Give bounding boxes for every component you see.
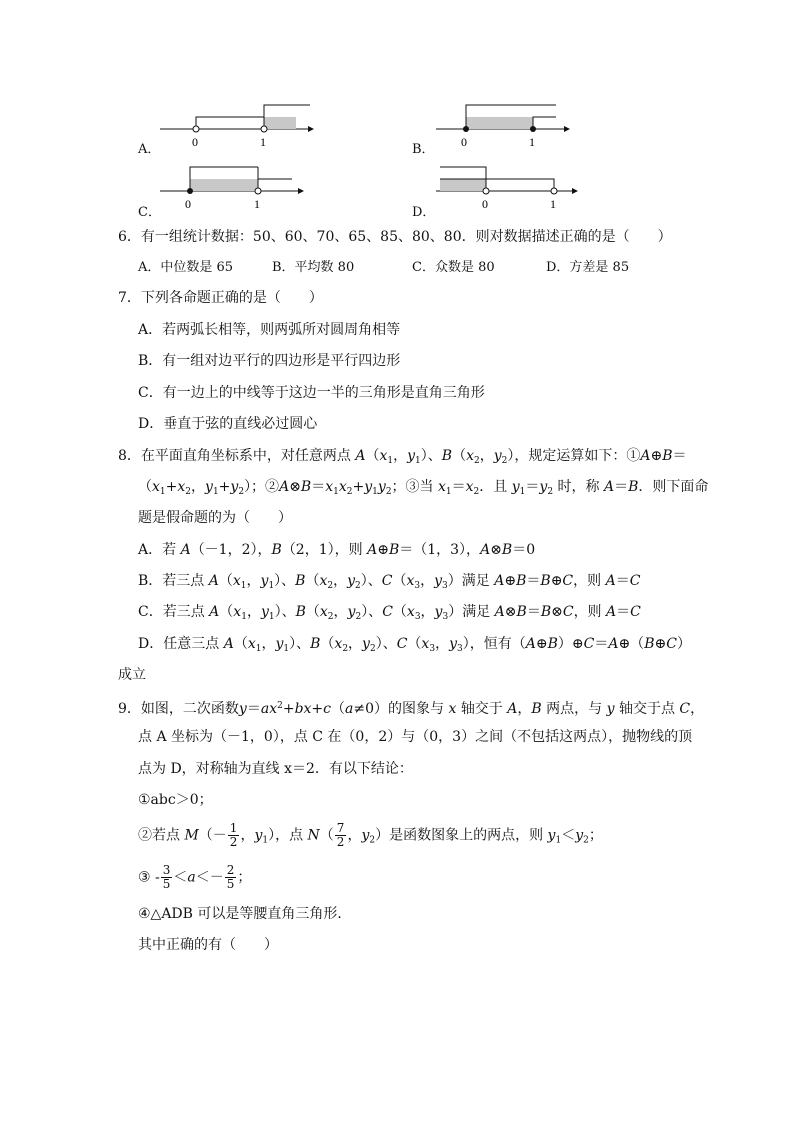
q8-option-c: C．若三点 $A(x_1$，$y_1$）、$B(x_2$，$y_2$）、$C(x_3$，$y_3$）满足 A⊗B＝B⊗C，则 A＝C — [138, 604, 641, 622]
q9-conclusion-1: ①abc＞0； — [138, 792, 213, 808]
q9-conclusion-4: ④△ADB 可以是等腰直角三角形． — [138, 906, 352, 922]
q8-option-d: D．任意三点 $A(x_1$，$y_1$）、$B(x_2$，$y_2$）、$C(x_3$，$y_3$），恒有（A⊕B）⊕C＝A⊕（B⊕C） — [138, 636, 691, 654]
tick-0: 0 — [482, 197, 488, 211]
q9-line-2: 点 A 坐标为（－1，0），点 C 在（0，2）与（0，3）之间（不包括这两点），抛物线的顶 — [138, 729, 693, 745]
q6-option-c: C．众数是 80 — [412, 260, 495, 275]
q8-line-1-text-b: ，规定运算如下：① — [514, 448, 641, 464]
tick-1: 1 — [260, 135, 266, 149]
q8-line-2-tail: ．则下面命 — [638, 479, 709, 495]
option-b-label: B． — [412, 142, 435, 157]
tick-1: 1 — [550, 197, 556, 211]
number-line-c — [160, 162, 310, 214]
option-d-label: D． — [412, 205, 436, 220]
number-line-a — [160, 100, 320, 152]
q6-option-a: A．中位数是 65 — [138, 260, 234, 275]
q7-option-d: D．垂直于弦的直线必过圆心 — [138, 416, 318, 432]
option-a-label: A． — [138, 142, 161, 157]
tick-1: 1 — [254, 197, 260, 211]
q6-stem: 6．有一组统计数据：50、60、70、65、85、80、80．则对数据描述正确的是（ ） — [118, 229, 672, 245]
q8-option-b: B．若三点 $A(x_1$，$y_1$）、$B(x_2$，$y_2$）、$C(x_3$，$y_3$）满足 A⊕B＝B⊕C，则 A＝C — [138, 573, 641, 591]
q8-line-1: 8．在平面直角坐标系中，对任意两点 $A(x_1$，$y_1$）、$B(x_2$，$y_2$），规定运算如下：①A⊕B＝ — [118, 448, 687, 466]
q6-option-d: D．方差是 85 — [546, 260, 630, 275]
tick-0: 0 — [185, 197, 191, 211]
number-line-d — [436, 162, 586, 214]
option-c-label: C． — [138, 205, 161, 220]
q9-conclusion-3: ③ - $\frac{3}{5}$ ＜a＜－ $\frac{2}{5}$ ； — [138, 863, 252, 891]
q7-option-c: C．有一边上的中线等于这边一半的三角形是直角三角形 — [138, 385, 485, 401]
q9-line-1-text: 9．如图，二次函数 — [118, 701, 239, 717]
q8-option-d-tail: 成立 — [118, 667, 146, 683]
q8-line-1-text: 8．在平面直角坐标系中，对任意两点 — [118, 448, 351, 464]
q9-line-1-b: 的图象与 — [388, 701, 444, 717]
q6-option-b: B．平均数 80 — [272, 260, 355, 275]
q9-conclusion-2: ②若点 M（－ $\frac{1}{2}$ ，$y_1$），点 N（ $\frac{7}{2}$ ，$y_2$）是函数图象上的两点，则 $y_1<y_2$； — [138, 821, 603, 849]
q8-line-3: 题是假命题的为（ ） — [138, 510, 292, 526]
q9-line-3: 点为 D，对称轴为直线 x＝2．有以下结论： — [138, 761, 413, 777]
tick-1: 1 — [529, 135, 535, 149]
q8-option-a: A．若 A（－1，2），B（2，1），则 A⊕B＝（1，3），A⊗B＝0 — [138, 542, 536, 558]
q9-line-1: 9．如图，二次函数$y=ax^2+bx+c(a\ne 0)$的图象与 x 轴交于 A，B 两点，与 y 轴交于点 C， — [118, 701, 705, 717]
q9-line-1-c: 轴交于 — [460, 701, 503, 717]
q9-ask: 其中正确的有（ ） — [138, 937, 278, 953]
q7-option-b: B．有一组对边平行的四边形是平行四边形 — [138, 353, 401, 369]
q8-line-2: （$x_1+x_2$，$y_1+y_2$）；$②A\otimes B=x_1x_2+y_1y_2$；③当 $x_1=x_2$．且 $y_1=y_2$ 时，称 A＝B．则下面命 — [138, 479, 709, 497]
q7-option-a: A．若两弧长相等，则两弧所对圆周角相等 — [138, 322, 401, 338]
q9-line-1-e: 轴交于点 — [618, 701, 675, 717]
q9-line-1-d: 两点，与 — [546, 701, 603, 717]
tick-0: 0 — [192, 135, 198, 149]
q9-conclusion-2-tail: 是函数图象上的两点，则 — [389, 827, 544, 844]
tick-0: 0 — [461, 135, 467, 149]
q7-stem: 7．下列各命题正确的是（ ） — [118, 290, 323, 306]
number-line-b — [436, 100, 576, 152]
